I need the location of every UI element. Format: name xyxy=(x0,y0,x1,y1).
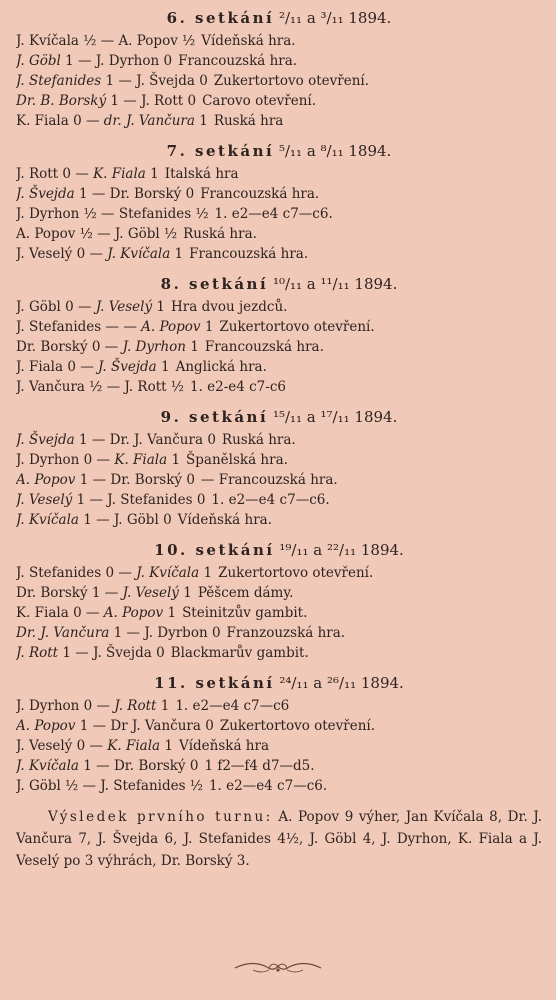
white-score: 1 xyxy=(113,625,123,641)
round-heading xyxy=(16,141,542,161)
game-dash: — xyxy=(87,186,110,202)
opening-name: Francouzská hra. xyxy=(204,339,324,355)
opening-name: Ruská hra. xyxy=(221,432,296,448)
opening-name: Vídeňská hra. xyxy=(177,512,272,528)
round-label: 10. setkání xyxy=(154,541,275,559)
round-heading xyxy=(16,673,542,693)
game-dash: — xyxy=(85,246,108,262)
black-score: ½ xyxy=(164,226,178,242)
white-score: 0 xyxy=(65,299,74,315)
white-score: ½ xyxy=(79,226,93,242)
white-player: J. Dyrhon xyxy=(16,698,80,714)
opening-name: Francouzská hra. xyxy=(200,186,320,202)
black-player: A. Popov xyxy=(103,605,164,621)
game-dash: — xyxy=(100,339,123,355)
black-player: J. Rott xyxy=(124,379,167,395)
round-dates: ²/₁₁ a ³/₁₁ 1894. xyxy=(278,9,392,27)
white-score: 0 xyxy=(83,698,93,714)
opening-name: Zukertortovo otevření. xyxy=(219,718,376,734)
round-section xyxy=(16,8,542,131)
white-score: 0 xyxy=(73,605,82,621)
black-score: 1 xyxy=(199,113,208,129)
opening-name: Francouzská hra. xyxy=(178,53,298,69)
game-dash: — xyxy=(91,758,114,774)
white-score: ½ xyxy=(65,778,79,794)
round-heading xyxy=(16,274,542,294)
black-player: Dr. Borský xyxy=(110,472,183,488)
opening-name: 1. e2—e4 c7—c6 xyxy=(175,698,290,714)
white-player: J. Švejda xyxy=(16,186,75,202)
white-player: K. Fiala xyxy=(16,605,69,621)
black-player: J. Veselý xyxy=(95,299,153,315)
games-list xyxy=(16,164,542,264)
white-score: 0 xyxy=(91,339,101,355)
black-player: J. Švejda xyxy=(136,73,195,89)
white-player: J. Stefanides xyxy=(16,73,102,89)
white-score: 0 xyxy=(62,166,71,182)
white-score: 1 xyxy=(65,53,74,69)
games-list xyxy=(16,430,542,530)
game-result-row xyxy=(16,184,542,204)
opening-name: Hra dvou jezdců. xyxy=(171,299,288,315)
black-player: Dr J. Vančura xyxy=(110,718,201,734)
game-dash: — xyxy=(100,585,123,601)
game-dash: — xyxy=(85,738,108,754)
opening-name: Blackmarův gambit. xyxy=(170,645,309,661)
black-score: 1 xyxy=(150,166,159,182)
round-label: 11. setkání xyxy=(154,674,275,692)
black-score: 1 xyxy=(167,605,177,621)
white-player: J. Veselý xyxy=(16,738,73,754)
black-player: J. Kvíčala xyxy=(107,246,171,262)
round-section xyxy=(16,141,542,264)
round-label: 8. setkání xyxy=(160,275,269,293)
white-player: A. Popov xyxy=(16,472,76,488)
white-score: 1 xyxy=(78,432,88,448)
game-dash: — xyxy=(114,73,137,89)
white-player: J. Rott xyxy=(16,166,59,182)
round-section xyxy=(16,407,542,530)
game-result-row xyxy=(16,164,542,184)
round-label: 7. setkání xyxy=(166,142,275,160)
round-section xyxy=(16,540,542,663)
black-player: J. Dyrbon xyxy=(144,625,208,641)
black-score: 1 xyxy=(203,565,213,581)
opening-name: Ruská hra xyxy=(213,113,284,129)
black-player: K. Fiala xyxy=(107,738,161,754)
black-player: J. Dyrhon xyxy=(95,53,160,69)
opening-name: 1. e2—e4 c7—c6. xyxy=(208,778,328,794)
black-score: 0 xyxy=(187,93,197,109)
white-score: 0 xyxy=(105,565,115,581)
games-list xyxy=(16,31,542,131)
game-result-row xyxy=(16,603,542,623)
opening-name: Steinitzův gambit. xyxy=(182,605,308,621)
white-player: Dr. J. Vančura xyxy=(16,625,110,641)
black-score: 1 xyxy=(183,585,192,601)
white-player: A. Popov xyxy=(16,718,76,734)
game-result-row xyxy=(16,224,542,244)
black-score: 1 xyxy=(161,359,170,375)
black-score: ½ xyxy=(189,778,203,794)
black-player: J. Švejda xyxy=(98,359,157,375)
white-player: J. Kvíčala xyxy=(16,512,79,528)
games-list xyxy=(16,563,542,663)
white-score: — xyxy=(105,319,120,335)
rounds-container xyxy=(16,8,542,796)
black-player: A. Popov xyxy=(141,319,201,335)
game-result-row xyxy=(16,317,542,337)
opening-name: Ruská hra. xyxy=(183,226,257,242)
round-heading xyxy=(16,540,542,560)
white-player: J. Dyrhon xyxy=(16,452,80,468)
opening-name: Anglická hra. xyxy=(175,359,267,375)
round-section xyxy=(16,274,542,397)
game-result-row xyxy=(16,377,542,397)
opening-name: Francouzská hra. xyxy=(189,246,309,262)
black-player: J. Göbl xyxy=(114,226,160,242)
black-score: 1 xyxy=(156,299,166,315)
round-section xyxy=(16,673,542,796)
white-score: 1 xyxy=(110,93,120,109)
round-dates: ¹⁰/₁₁ a ¹¹/₁₁ 1894. xyxy=(272,275,398,293)
white-player: J. Dyrhon xyxy=(16,206,80,222)
white-score: 1 xyxy=(62,645,71,661)
black-player: Dr. Borský xyxy=(109,186,182,202)
black-score: 0 xyxy=(199,73,208,89)
game-dash: — xyxy=(81,605,104,621)
black-player: Stefanides xyxy=(118,206,192,222)
white-score: 1 xyxy=(79,718,89,734)
game-dash: — xyxy=(92,452,115,468)
white-player: J. Göbl xyxy=(16,299,61,315)
black-player: dr. J. Vančura xyxy=(103,113,195,129)
black-player: Dr. Borský xyxy=(113,758,186,774)
black-score: 0 xyxy=(156,645,165,661)
summary-text: A. Popov 9 výher, Jan Kvíčala 8, Dr. J. Vančura 7, J. Švejda 6, J. Stefanides 4½, J. Göbl 4, J. Dyrhon, K. Fiala a J. Veselý po 3 výhrách, Dr. Borský 3. xyxy=(16,809,543,869)
white-player: J. Göbl xyxy=(16,778,61,794)
game-result-row xyxy=(16,91,542,111)
game-result-row xyxy=(16,470,542,490)
black-score: 0 xyxy=(196,492,206,508)
game-result-row xyxy=(16,31,542,51)
black-score: 0 xyxy=(185,186,195,202)
game-result-row xyxy=(16,51,542,71)
black-score: 1 xyxy=(190,339,199,355)
white-player: J. Rott xyxy=(16,645,59,661)
opening-name: Vídeňská hra. xyxy=(201,33,296,49)
game-result-row xyxy=(16,490,542,510)
round-heading xyxy=(16,8,542,28)
white-player: Dr. Borský xyxy=(16,339,88,355)
game-dash: — xyxy=(81,113,104,129)
game-dash: — xyxy=(119,319,142,335)
game-result-row xyxy=(16,430,542,450)
game-dash: — xyxy=(96,33,119,49)
game-dash: — xyxy=(85,492,108,508)
game-dash: — xyxy=(96,206,119,222)
game-result-row xyxy=(16,696,542,716)
game-dash: — xyxy=(92,226,115,242)
black-player: J. Stefanides xyxy=(100,778,186,794)
black-score: 0 xyxy=(186,472,195,488)
black-player: J. Rott xyxy=(141,93,184,109)
game-dash: — xyxy=(92,698,115,714)
black-score: ½ xyxy=(182,33,196,49)
white-player: A. Popov xyxy=(16,226,76,242)
black-player: J. Stefanides xyxy=(107,492,193,508)
opening-name: — Francouzská hra. xyxy=(200,472,338,488)
white-score: 0 xyxy=(83,452,93,468)
game-result-row xyxy=(16,71,542,91)
opening-name: 1. e2-e4 c7-c6 xyxy=(189,379,286,395)
game-dash: — xyxy=(78,778,101,794)
black-player: Dr. J. Vančura xyxy=(109,432,204,448)
game-result-row xyxy=(16,337,542,357)
white-score: 0 xyxy=(76,246,86,262)
black-score: 1 xyxy=(204,319,214,335)
game-result-row xyxy=(16,450,542,470)
black-player: J. Kvíčala xyxy=(136,565,200,581)
game-result-row xyxy=(16,204,542,224)
game-result-row xyxy=(16,510,542,530)
game-result-row xyxy=(16,643,542,663)
game-dash: — xyxy=(114,565,137,581)
game-result-row xyxy=(16,776,542,796)
black-score: 1 xyxy=(174,246,184,262)
game-dash: — xyxy=(119,93,142,109)
black-player: J. Rott xyxy=(114,698,157,714)
white-score: ½ xyxy=(83,33,97,49)
black-player: J. Veselý xyxy=(122,585,179,601)
black-score: ½ xyxy=(170,379,184,395)
ornament-flourish xyxy=(0,958,556,980)
white-player: J. Kvíčala xyxy=(16,758,79,774)
game-result-row xyxy=(16,111,542,131)
opening-name: Zukertortovo otevření. xyxy=(218,565,374,581)
games-list xyxy=(16,297,542,397)
round-dates: ²⁴/₁₁ a ²⁶/₁₁ 1894. xyxy=(279,674,404,692)
opening-name: Carovo otevření. xyxy=(202,93,317,109)
opening-name: Vídeňská hra xyxy=(178,738,270,754)
game-dash: — xyxy=(88,718,111,734)
game-result-row xyxy=(16,716,542,736)
round-dates: ⁵/₁₁ a ⁸/₁₁ 1894. xyxy=(278,142,392,160)
black-player: J. Švejda xyxy=(93,645,152,661)
black-player: K. Fiala xyxy=(114,452,168,468)
round-dates: ¹⁹/₁₁ a ²²/₁₁ 1894. xyxy=(279,541,404,559)
game-dash: — xyxy=(75,359,99,375)
game-result-row xyxy=(16,583,542,603)
white-player: J. Fiala xyxy=(16,359,64,375)
round-label: 9. setkání xyxy=(160,408,269,426)
white-player: Dr. Borský xyxy=(16,585,88,601)
game-result-row xyxy=(16,736,542,756)
game-result-row xyxy=(16,563,542,583)
black-player: J. Dyrhon xyxy=(122,339,186,355)
black-score: 0 xyxy=(205,718,214,734)
white-score: 1 xyxy=(76,492,86,508)
white-score: 1 xyxy=(79,472,89,488)
game-dash: — xyxy=(87,432,110,448)
round-heading xyxy=(16,407,542,427)
game-dash: — xyxy=(122,625,145,641)
black-player: A. Popov xyxy=(118,33,178,49)
white-player: K. Fiala xyxy=(16,113,69,129)
game-dash: — xyxy=(70,166,94,182)
opening-name: Zukertortovo otevření. xyxy=(213,73,370,89)
white-player: J. Veselý xyxy=(16,246,73,262)
game-result-row xyxy=(16,756,542,776)
white-player: J. Kvíčala xyxy=(16,33,79,49)
round-label: 6. setkání xyxy=(166,9,275,27)
game-dash: — xyxy=(73,53,96,69)
white-player: Dr. B. Borský xyxy=(16,93,107,109)
white-player: J. Vančura xyxy=(16,379,85,395)
black-score: 1 xyxy=(164,738,173,754)
white-score: 0 xyxy=(73,113,82,129)
tournament-summary xyxy=(16,806,542,872)
opening-name: 1 f2—f4 d7—d5. xyxy=(204,758,315,774)
black-score: 0 xyxy=(163,512,172,528)
white-score: ½ xyxy=(83,206,97,222)
white-score: 1 xyxy=(91,585,101,601)
opening-name: Španělská hra. xyxy=(186,452,288,468)
game-dash: — xyxy=(102,379,125,395)
black-score: 0 xyxy=(211,625,221,641)
game-result-row xyxy=(16,244,542,264)
game-result-row xyxy=(16,623,542,643)
summary-lead: Výsledek prvního turnu: xyxy=(48,809,273,825)
black-score: ½ xyxy=(195,206,209,222)
white-score: 1 xyxy=(83,512,92,528)
white-score: 1 xyxy=(83,758,92,774)
black-score: 0 xyxy=(189,758,199,774)
black-player: K. Fiala xyxy=(93,166,146,182)
black-player: J. Göbl xyxy=(113,512,159,528)
opening-name: Pěšcem dámy. xyxy=(197,585,294,601)
game-result-row xyxy=(16,297,542,317)
opening-name: 1. e2—e4 c7—c6. xyxy=(214,206,333,222)
opening-name: Zukertortovo otevření. xyxy=(219,319,375,335)
black-score: 1 xyxy=(160,698,170,714)
black-score: 0 xyxy=(207,432,216,448)
opening-name: Italská hra xyxy=(164,166,239,182)
game-dash: — xyxy=(88,472,111,488)
white-player: J. Švejda xyxy=(16,432,75,448)
game-dash: — xyxy=(73,299,96,315)
game-dash: — xyxy=(70,645,94,661)
opening-name: 1. e2—e4 c7—c6. xyxy=(211,492,330,508)
white-player: J. Göbl xyxy=(16,53,61,69)
white-player: J. Stefanides xyxy=(16,319,102,335)
white-player: J. Veselý xyxy=(16,492,73,508)
game-dash: — xyxy=(91,512,114,528)
white-score: ½ xyxy=(89,379,103,395)
white-score: 0 xyxy=(67,359,76,375)
white-score: 1 xyxy=(78,186,88,202)
round-dates: ¹⁵/₁₁ a ¹⁷/₁₁ 1894. xyxy=(272,408,398,426)
game-result-row xyxy=(16,357,542,377)
white-score: 1 xyxy=(105,73,115,89)
white-score: 0 xyxy=(76,738,86,754)
black-score: 1 xyxy=(171,452,181,468)
white-player: J. Stefanides xyxy=(16,565,102,581)
black-score: 0 xyxy=(163,53,173,69)
opening-name: Franzouzská hra. xyxy=(226,625,346,641)
games-list xyxy=(16,696,542,796)
flourish-icon xyxy=(233,958,323,976)
